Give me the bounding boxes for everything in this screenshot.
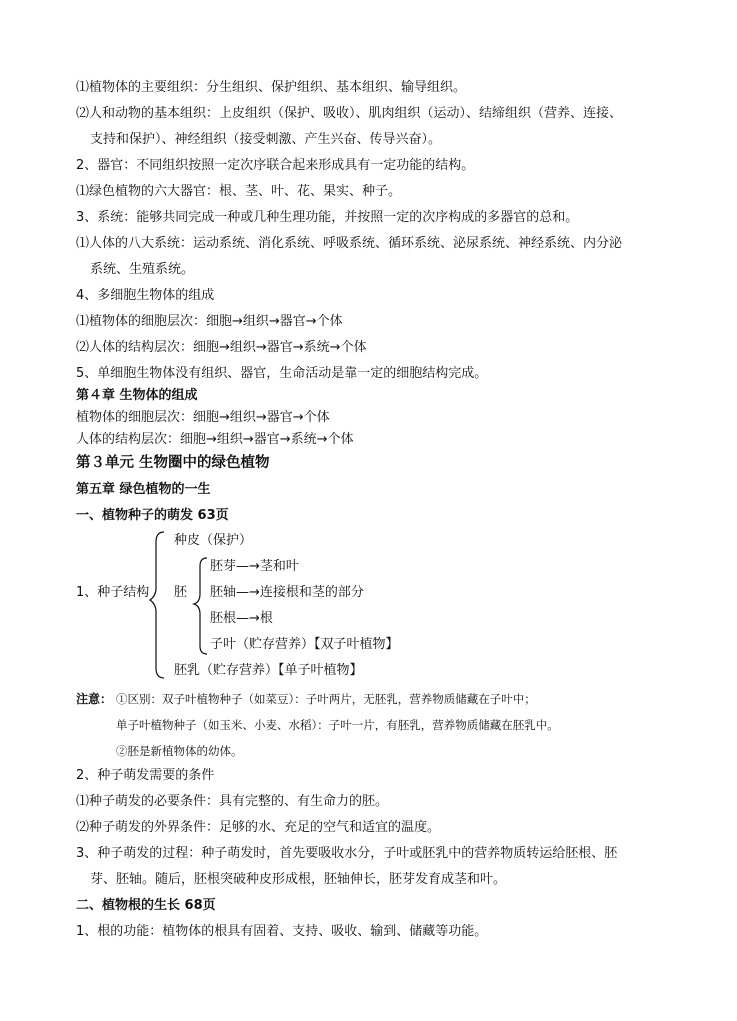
section-heading: 二、植物根的生长 68页	[76, 898, 216, 913]
text-line: 2、器官：不同组织按照一定次序联合起来形成具有一定功能的结构。	[76, 158, 475, 173]
endosperm: 胚乳（贮存营养）【单子叶植物】	[174, 663, 363, 678]
text-line: 芽、胚轴。随后，胚根突破种皮形成根，胚轴伸长，胚芽发育成茎和叶。	[90, 872, 507, 887]
text-line: 2、种子萌发需要的条件	[76, 768, 215, 783]
text-line: 3、系统：能够共同完成一种或几种生理功能，并按照一定的次序构成的多器官的总和。	[76, 210, 579, 225]
text-line: ⑵种子萌发的外界条件：足够的水、充足的空气和适宜的温度。	[76, 820, 441, 835]
outer-brace	[148, 530, 168, 680]
text-line: 4、多细胞生物体的组成	[76, 288, 215, 303]
text-line: 支持和保护）、神经组织（接受刺激、产生兴奋、传导兴奋）。	[90, 132, 442, 147]
seed-coat: 种皮（保护）	[174, 533, 253, 548]
cotyledon: 子叶（贮存营养）【双子叶植物】	[210, 637, 399, 652]
seed-structure-label: 1、种子结构	[76, 585, 150, 600]
embryo-brace	[192, 556, 210, 656]
note-line: 单子叶植物种子（如玉米、小麦、水稻）：子叶一片，有胚乳，营养物质储藏在胚乳中。	[116, 718, 559, 732]
text-line: ⑵人和动物的基本组织：上皮组织（保护、吸收）、肌肉组织（运动）、结缔组织（营养、连接、	[76, 106, 623, 121]
unit-heading: 第３单元 生物圈中的绿色植物	[76, 455, 270, 471]
embryo-label: 胚	[174, 585, 188, 600]
text-line: ⑴种子萌发的必要条件：具有完整的、有生命力的胚。	[76, 794, 389, 809]
note-line: ①区别：双子叶植物种子（如菜豆）：子叶两片，无胚乳，营养物质储藏在子叶中；	[116, 692, 536, 706]
hypocotyl: 胚轴—→连接根和茎的部分	[210, 585, 364, 600]
text-line: ⑵人体的结构层次：细胞→组织→器官→系统→个体	[76, 340, 367, 355]
chapter-heading: 第４章 生物体的组成	[76, 388, 198, 403]
plumule: 胚芽—→茎和叶	[210, 559, 299, 574]
chapter-heading: 第五章 绿色植物的一生	[76, 482, 211, 497]
text-line: ⑴绿色植物的六大器官：根、茎、叶、花、果实、种子。	[76, 184, 402, 199]
text-line: 植物体的细胞层次：细胞→组织→器官→个体	[76, 410, 330, 425]
text-line: ⑴植物体的主要组织：分生组织、保护组织、基本组织、输导组织。	[76, 80, 467, 95]
radicle: 胚根—→根	[210, 611, 273, 626]
text-line: ⑴植物体的细胞层次：细胞→组织→器官→个体	[76, 314, 343, 329]
note-line: ②胚是新植物体的幼体。	[116, 744, 243, 758]
text-line: 5、单细胞生物体没有组织、器官，生命活动是靠一定的细胞结构完成。	[76, 366, 488, 381]
section-heading: 一、植物种子的萌发 63页	[76, 508, 229, 523]
text-line: 人体的结构层次：细胞→组织→器官→系统→个体	[76, 432, 354, 447]
text-line: 系统、生殖系统。	[90, 262, 195, 277]
text-line: ⑴人体的八大系统：运动系统、消化系统、呼吸系统、循环系统、泌尿系统、神经系统、内分泌	[76, 236, 623, 251]
text-line: 1、根的功能：植物体的根具有固着、支持、吸收、输到、储藏等功能。	[76, 924, 488, 939]
text-line: 3、种子萌发的过程：种子萌发时，首先要吸收水分，子叶或胚乳中的营养物质转运给胚根、胚	[76, 846, 618, 861]
note-label: 注意：	[76, 692, 113, 706]
